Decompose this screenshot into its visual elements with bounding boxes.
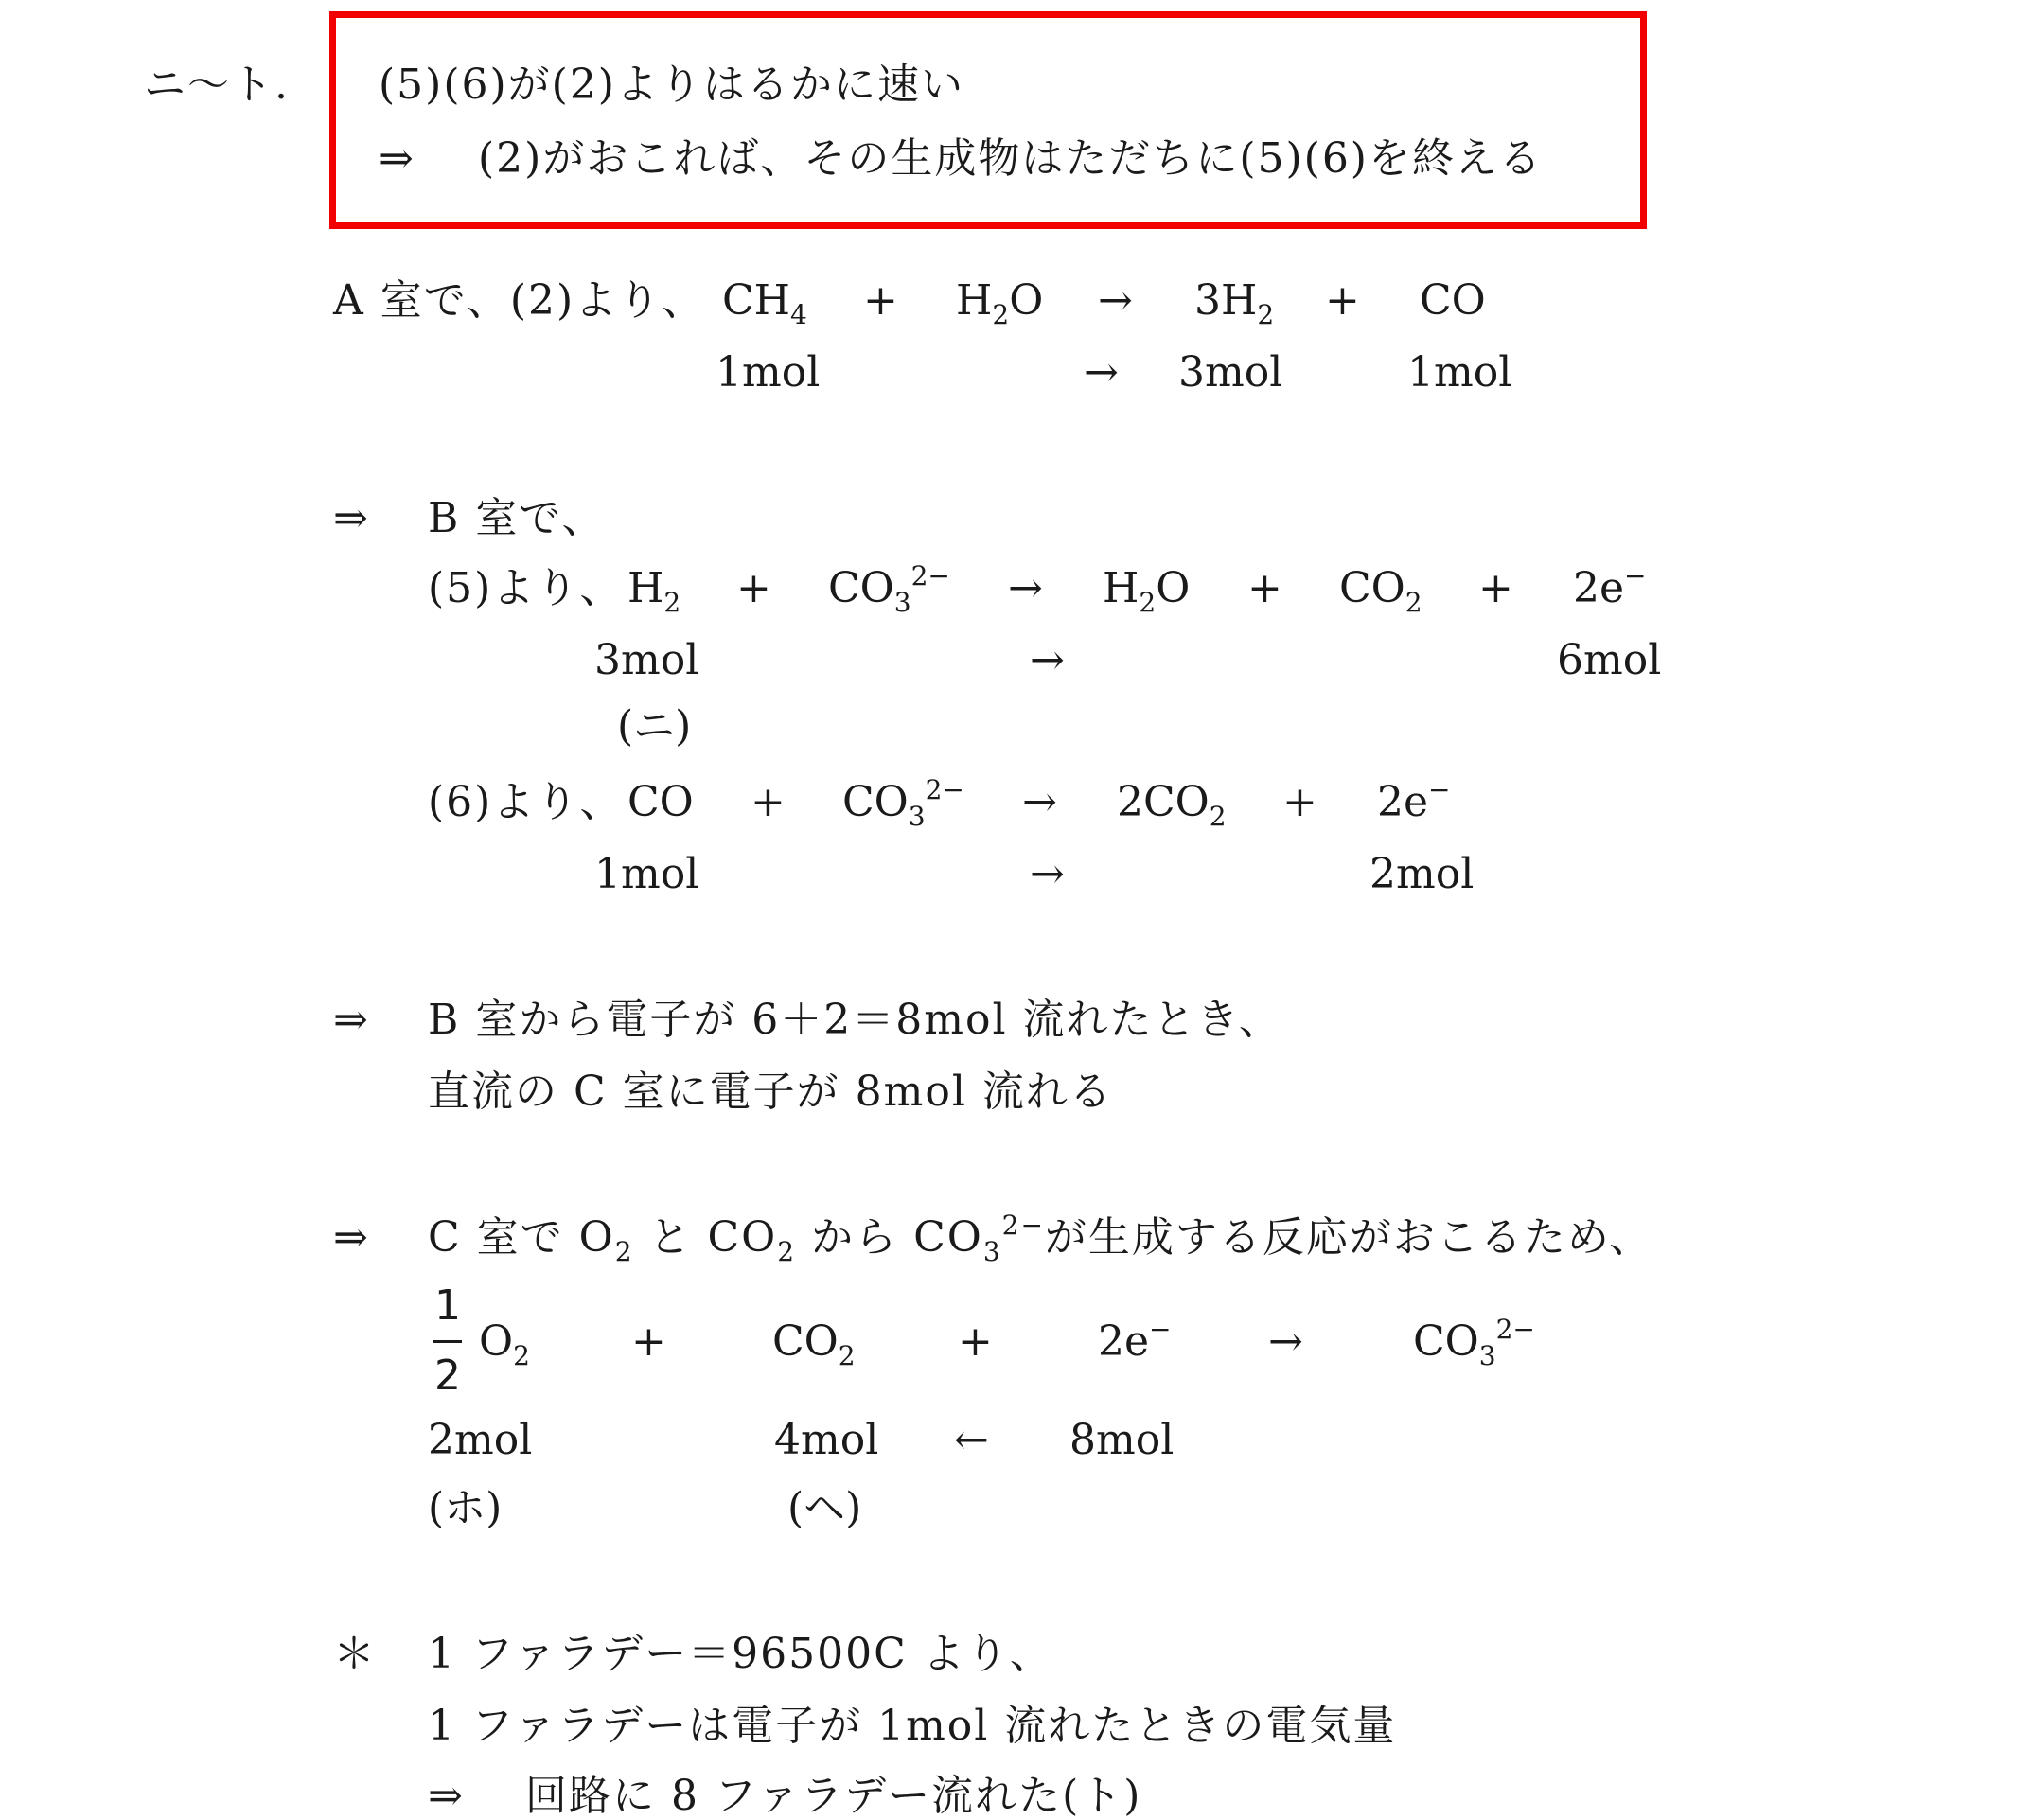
room-c-arrow: ⇒ bbox=[333, 1213, 368, 1262]
eq6-product-co2: $2CO_2$ bbox=[1117, 778, 1227, 832]
room-a-reactant-h2o: $H_2O$ bbox=[956, 276, 1044, 330]
room-c-mol-co2: 4mol bbox=[774, 1416, 879, 1464]
room-a-mol-co: 1mol bbox=[1407, 348, 1512, 397]
room-c-arrow-eq: → bbox=[1268, 1317, 1303, 1366]
note-arrow: ⇒ bbox=[428, 1772, 463, 1820]
room-a-plus-1: + bbox=[863, 276, 898, 325]
box-arrow: ⇒ bbox=[379, 134, 414, 183]
eq5-plus-3: + bbox=[1478, 564, 1513, 612]
room-a-product-h2: $3H_2$ bbox=[1194, 276, 1275, 330]
eq5-product-electron: 2e− bbox=[1573, 560, 1647, 612]
eq5-mol-arrow: → bbox=[1030, 636, 1065, 684]
room-c-reactant-co2: $CO_2$ bbox=[772, 1317, 856, 1371]
eq6-plus-2: + bbox=[1282, 778, 1317, 826]
eq5-mol-h2: 3mol bbox=[594, 636, 699, 684]
eq6-plus-1: + bbox=[751, 778, 786, 826]
eq6-mol-co: 1mol bbox=[594, 850, 699, 898]
eq5-arrow: → bbox=[1008, 564, 1043, 612]
eq6-mol-electron: 2mol bbox=[1369, 850, 1475, 898]
note-star: ＊ bbox=[333, 1630, 375, 1678]
eq5-mol-electron: 6mol bbox=[1557, 636, 1662, 684]
fraction-numerator: 1 bbox=[434, 1281, 461, 1330]
room-a-reactant-ch4: $CH_4$ bbox=[722, 276, 807, 330]
box-line-2: (2)がおこれば、その生成物はただちに(5)(6)を終える bbox=[478, 134, 1543, 183]
room-a-product-co: CO bbox=[1420, 276, 1486, 325]
note-line-1: 1 ファラデー＝96500C より、 bbox=[428, 1630, 1053, 1678]
room-b-intro: B 室で、 bbox=[428, 494, 606, 542]
answer-ho: (ホ) bbox=[428, 1484, 503, 1532]
answer-he: (ヘ) bbox=[787, 1484, 862, 1532]
room-a-plus-2: + bbox=[1325, 276, 1360, 325]
answer-ni: (ニ) bbox=[617, 702, 692, 751]
room-c-plus-1: + bbox=[631, 1317, 666, 1366]
fraction-bar bbox=[433, 1340, 462, 1343]
eq6-arrow: → bbox=[1022, 778, 1057, 826]
note-line-2: 1 ファラデーは電子が 1mol 流れたときの電気量 bbox=[428, 1702, 1397, 1750]
room-c-intro: C 室で $O_2$ と $CO_2$ から $CO_3^{2-}$が生成する反応がおこるため、 bbox=[428, 1210, 1653, 1267]
room-c-product-co3: $CO_3^{2-}$ bbox=[1413, 1314, 1535, 1371]
eq5-plus-2: + bbox=[1247, 564, 1282, 612]
eq5-product-h2o: $H_2O$ bbox=[1103, 564, 1191, 618]
room-a-mol-arrow: → bbox=[1084, 348, 1119, 397]
room-a-mol-h2: 3mol bbox=[1178, 348, 1283, 397]
room-a-arrow: → bbox=[1098, 276, 1133, 325]
flow-arrow: ⇒ bbox=[333, 996, 368, 1044]
eq6-reactant-co3: $CO_3^{2-}$ bbox=[842, 774, 964, 832]
room-a-mol-ch4: 1mol bbox=[716, 348, 821, 397]
eq6-reactant-co: CO bbox=[627, 778, 694, 826]
box-line-1: (5)(6)が(2)よりはるかに速い bbox=[379, 61, 964, 109]
fraction-denominator: 2 bbox=[434, 1352, 461, 1400]
room-c-mol-electron: 8mol bbox=[1069, 1416, 1175, 1464]
room-c-reactant-electron: 2e− bbox=[1098, 1314, 1172, 1366]
eq6-mol-arrow: → bbox=[1030, 850, 1065, 898]
section-label: ニ〜ト. bbox=[144, 61, 290, 109]
eq5-plus-1: + bbox=[736, 564, 771, 612]
room-c-mol-arrow: ← bbox=[954, 1416, 989, 1464]
eq6-product-electron: 2e− bbox=[1377, 774, 1451, 826]
flow-line-2: 直流の C 室に電子が 8mol 流れる bbox=[428, 1068, 1113, 1116]
room-c-mol-o2: 2mol bbox=[428, 1416, 533, 1464]
note-line-3: 回路に 8 ファラデー流れた(ト) bbox=[525, 1772, 1142, 1820]
eq5-product-co2: $CO_2$ bbox=[1339, 564, 1422, 618]
eq5-reactant-h2: $H_2$ bbox=[627, 564, 681, 618]
room-c-reactant-o2: $O_2$ bbox=[479, 1317, 530, 1371]
flow-line-1: B 室から電子が 6＋2＝8mol 流れたとき、 bbox=[428, 996, 1282, 1044]
eq5-reactant-co3: $CO_3^{2-}$ bbox=[828, 560, 950, 618]
room-c-plus-2: + bbox=[958, 1317, 993, 1366]
eq6-label: (6)より、 bbox=[428, 778, 624, 826]
room-a-intro: A 室で、(2)より、 bbox=[333, 276, 706, 325]
room-b-arrow: ⇒ bbox=[333, 494, 368, 542]
eq5-label: (5)より、 bbox=[428, 564, 624, 612]
highlight-box bbox=[329, 11, 1647, 229]
